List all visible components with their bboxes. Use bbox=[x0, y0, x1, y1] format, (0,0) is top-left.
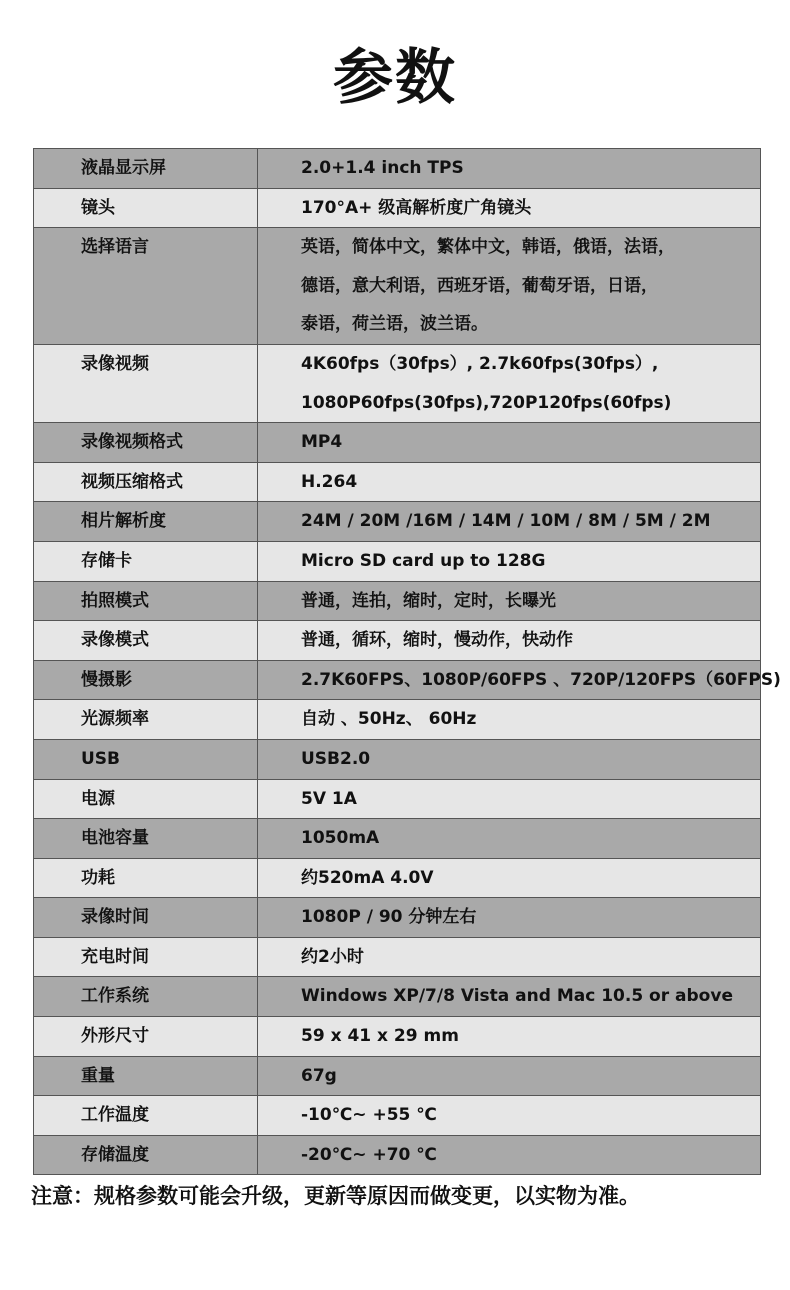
spec-value bbox=[258, 188, 761, 228]
spec-value-line: 普通，循环，缩时，慢动作，快动作 bbox=[301, 630, 573, 651]
spec-value-line: 英语，简体中文，繁体中文，韩语，俄语，法语， bbox=[301, 237, 675, 258]
spec-value bbox=[258, 1017, 761, 1057]
table-row bbox=[34, 739, 761, 779]
spec-value bbox=[258, 502, 761, 542]
spec-value-line: H.264 bbox=[301, 471, 358, 492]
spec-table-body bbox=[34, 149, 781, 1175]
spec-value-line: 170°A+ 级高解析度广角镜头 bbox=[301, 197, 532, 218]
spec-label: 选择语言 bbox=[34, 228, 258, 345]
spec-label: 录像视频 bbox=[34, 344, 258, 422]
spec-value-line: 4K60fps（30fps）, 2.7k60fps(30fps）, bbox=[301, 353, 659, 374]
spec-value bbox=[258, 819, 761, 859]
table-row bbox=[34, 462, 761, 502]
table-row bbox=[34, 344, 761, 422]
spec-value bbox=[258, 1135, 761, 1175]
spec-value-line: 泰语，荷兰语，波兰语。 bbox=[301, 314, 488, 335]
table-row bbox=[34, 1056, 761, 1096]
spec-value-line: 自动 、50Hz、 60Hz bbox=[301, 709, 477, 730]
spec-label: 电池容量 bbox=[34, 819, 258, 859]
table-row bbox=[34, 581, 761, 621]
spec-value-line: 67g bbox=[301, 1065, 337, 1086]
spec-value-line: 约520mA 4.0V bbox=[301, 867, 434, 888]
page-title: 参数 bbox=[333, 43, 457, 113]
table-row bbox=[34, 1096, 761, 1136]
table-row bbox=[34, 819, 761, 859]
table-row bbox=[34, 1135, 761, 1175]
spec-label: 慢摄影 bbox=[34, 660, 258, 700]
spec-value bbox=[258, 898, 761, 938]
spec-label: 充电时间 bbox=[34, 937, 258, 977]
table-row bbox=[34, 700, 761, 740]
table-row bbox=[34, 541, 761, 581]
spec-value bbox=[258, 858, 761, 898]
table-row bbox=[34, 502, 761, 542]
table-row bbox=[34, 660, 761, 700]
table-row bbox=[34, 977, 761, 1017]
spec-value-line: MP4 bbox=[301, 432, 343, 453]
spec-label: 相片解析度 bbox=[34, 502, 258, 542]
spec-value bbox=[258, 779, 761, 819]
table-row bbox=[34, 621, 761, 661]
spec-value bbox=[258, 937, 761, 977]
spec-value bbox=[258, 541, 761, 581]
spec-label: 镜头 bbox=[34, 188, 258, 228]
spec-value bbox=[258, 581, 761, 621]
table-row bbox=[34, 1017, 761, 1057]
spec-label: 存储温度 bbox=[34, 1135, 258, 1175]
spec-value-line: 59 x 41 x 29 mm bbox=[301, 1026, 459, 1047]
table-row bbox=[34, 898, 761, 938]
spec-label: 光源频率 bbox=[34, 700, 258, 740]
spec-value-line: USB2.0 bbox=[301, 748, 371, 769]
spec-label: 外形尺寸 bbox=[34, 1017, 258, 1057]
spec-value bbox=[258, 462, 761, 502]
spec-value-line: -10℃~ +55 ℃ bbox=[301, 1105, 437, 1126]
spec-value bbox=[258, 344, 761, 422]
spec-label: 录像时间 bbox=[34, 898, 258, 938]
table-row bbox=[34, 188, 761, 228]
spec-label: 录像视频格式 bbox=[34, 423, 258, 463]
spec-value-line: 普通，连拍，缩时，定时，长曝光 bbox=[301, 590, 556, 611]
spec-value bbox=[258, 621, 761, 661]
spec-table bbox=[33, 148, 781, 1175]
spec-label: 工作系统 bbox=[34, 977, 258, 1017]
spec-label: USB bbox=[34, 739, 258, 779]
spec-label: 功耗 bbox=[34, 858, 258, 898]
table-row bbox=[34, 228, 761, 345]
disclaimer-note: 注意：规格参数可能会升级，更新等原因而做变更，以实物为准。 bbox=[31, 1184, 640, 1208]
spec-value-line: Windows XP/7/8 Vista and Mac 10.5 or above bbox=[301, 986, 733, 1007]
table-row bbox=[34, 779, 761, 819]
spec-label: 存储卡 bbox=[34, 541, 258, 581]
spec-value-line: 2.7K60FPS、1080P/60FPS 、720P/120FPS（60FPS) bbox=[301, 669, 781, 690]
spec-value bbox=[258, 977, 761, 1017]
spec-label: 视频压缩格式 bbox=[34, 462, 258, 502]
spec-value bbox=[258, 1096, 761, 1136]
spec-value bbox=[258, 660, 781, 700]
spec-value-line: 5V 1A bbox=[301, 788, 357, 809]
spec-value bbox=[258, 739, 761, 779]
table-row bbox=[34, 149, 761, 189]
table-row bbox=[34, 423, 761, 463]
spec-value-line: -20℃~ +70 ℃ bbox=[301, 1144, 437, 1165]
spec-label: 重量 bbox=[34, 1056, 258, 1096]
spec-value bbox=[258, 149, 761, 189]
spec-value bbox=[258, 1056, 761, 1096]
spec-label: 录像模式 bbox=[34, 621, 258, 661]
spec-value-line: 1080P60fps(30fps),720P120fps(60fps) bbox=[301, 392, 672, 413]
spec-label: 拍照模式 bbox=[34, 581, 258, 621]
spec-label: 电源 bbox=[34, 779, 258, 819]
spec-value bbox=[258, 228, 761, 345]
spec-label: 液晶显示屏 bbox=[34, 149, 258, 189]
spec-value-line: 1050mA bbox=[301, 828, 380, 849]
spec-value-line: 1080P / 90 分钟左右 bbox=[301, 907, 477, 928]
spec-value-line: 24M / 20M /16M / 14M / 10M / 8M / 5M / 2M bbox=[301, 511, 711, 532]
table-row bbox=[34, 937, 761, 977]
spec-value-line: Micro SD card up to 128G bbox=[301, 550, 546, 571]
spec-value bbox=[258, 423, 761, 463]
spec-label: 工作温度 bbox=[34, 1096, 258, 1136]
spec-value bbox=[258, 700, 761, 740]
spec-value-line: 德语，意大利语，西班牙语，葡萄牙语，日语， bbox=[301, 275, 658, 296]
table-row bbox=[34, 858, 761, 898]
spec-value-line: 约2小时 bbox=[301, 946, 364, 967]
spec-value-line: 2.0+1.4 inch TPS bbox=[301, 158, 464, 178]
